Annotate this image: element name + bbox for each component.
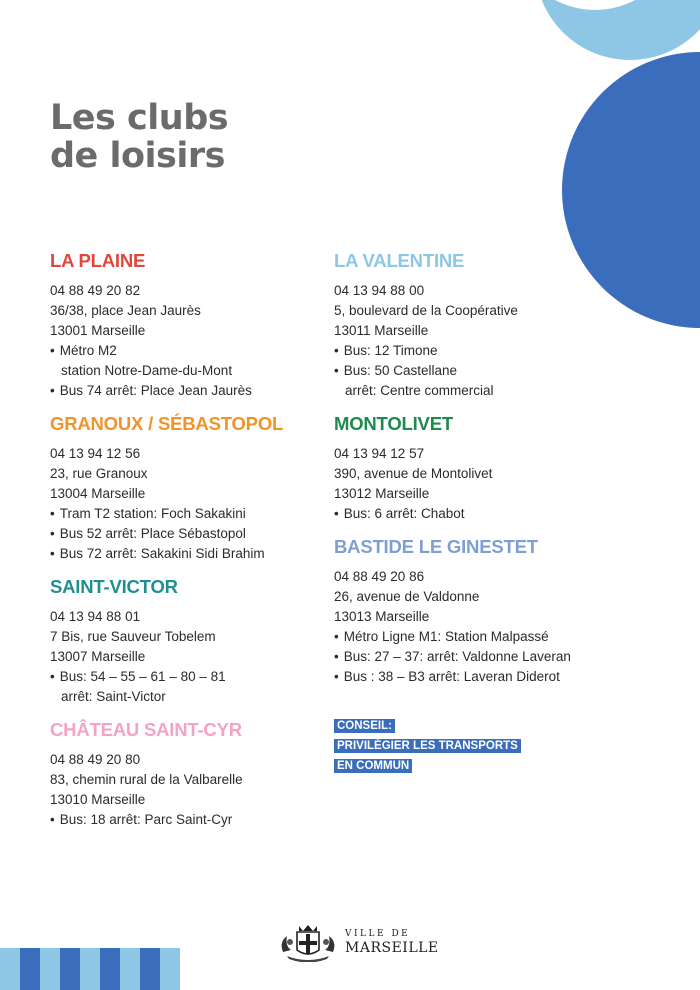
club-transport-line: • Métro Ligne M1: Station Malpassé: [334, 627, 634, 647]
conseil-box: [334, 716, 594, 776]
stripe: [120, 948, 140, 990]
club-transport-line: • Tram T2 station: Foch Sakakini: [50, 504, 325, 524]
club-transport-line: • Bus: 12 Timone: [334, 341, 634, 361]
club-info-line: 04 88 49 20 80: [50, 752, 141, 767]
club-info-line: 04 88 49 20 82: [50, 283, 141, 298]
club-transport-line: • Bus: 50 Castellane: [334, 361, 634, 381]
decorative-stripes: [0, 948, 180, 990]
club-name: LA VALENTINE: [334, 250, 465, 271]
club-transport-line: • Bus: 18 arrêt: Parc Saint-Cyr: [50, 810, 325, 830]
club-info-line: 36/38, place Jean Jaurès: [50, 303, 201, 318]
stripe: [100, 948, 120, 990]
club-transport-line: • Bus: 27 – 37: arrêt: Valdonne Laveran: [334, 647, 634, 667]
club-info-line: 5, boulevard de la Coopérative: [334, 303, 518, 318]
club-info-line: 13013 Marseille: [334, 609, 430, 624]
club-info-line: 13004 Marseille: [50, 486, 146, 501]
club-name: GRANOUX / SÉBASTOPOL: [50, 413, 284, 434]
club-info-line: 7 Bis, rue Sauveur Tobelem: [50, 629, 216, 644]
club-info-line: 13011 Marseille: [334, 323, 429, 338]
page-title-line: Les clubs: [50, 98, 229, 139]
club-info-line: 390, avenue de Montolivet: [334, 466, 493, 481]
clubs-column-left: [50, 250, 325, 842]
club-info-line: 13012 Marseille: [334, 486, 430, 501]
club-info-line: 04 13 94 88 01: [50, 609, 141, 624]
stripe: [20, 948, 40, 990]
club-transport-line: • Bus: 6 arrêt: Chabot: [334, 504, 634, 524]
logo-line-small: VILLE DE: [345, 928, 411, 939]
club-info-line: 04 88 49 20 86: [334, 569, 425, 584]
club-info-line: 26, avenue de Valdonne: [334, 589, 480, 604]
club-block: [334, 536, 634, 687]
club-transport-line: • Bus : 38 – B3 arrêt: Laveran Diderot: [334, 667, 634, 687]
club-name: MONTOLIVET: [334, 413, 453, 434]
logo-line-big: MARSEILLE: [345, 939, 439, 956]
club-block: [50, 250, 325, 401]
stripe: [0, 948, 20, 990]
decorative-arc-light: [535, 0, 700, 60]
club-info-line: 13007 Marseille: [50, 649, 146, 664]
club-block: [50, 576, 325, 707]
stripe: [160, 948, 180, 990]
club-transport-line: • Bus 74 arrêt: Place Jean Jaurès: [50, 381, 325, 401]
conseil-tag: EN COMMUN: [334, 759, 412, 773]
conseil-tag: PRIVILÉGIER LES TRANSPORTS: [334, 739, 521, 753]
club-name: LA PLAINE: [50, 250, 146, 271]
club-transport-line: station Notre-Dame-du-Mont: [61, 363, 233, 378]
page-title-line: de loisirs: [50, 136, 225, 177]
club-info-line: 04 13 94 12 56: [50, 446, 141, 461]
club-info-line: 04 13 94 12 57: [334, 446, 425, 461]
club-info-line: 13001 Marseille: [50, 323, 146, 338]
club-info-line: 13010 Marseille: [50, 792, 146, 807]
page-title: [50, 99, 228, 175]
club-transport-line: • Bus 72 arrêt: Sakakini Sidi Brahim: [50, 544, 325, 564]
club-name: CHÂTEAU SAINT-CYR: [50, 719, 242, 740]
club-info-line: 23, rue Granoux: [50, 466, 148, 481]
club-transport-line: • Métro M2: [50, 341, 325, 361]
club-info-line: 04 13 94 88 00: [334, 283, 425, 298]
clubs-column-right: [334, 250, 634, 699]
stripe: [80, 948, 100, 990]
club-name: SAINT-VICTOR: [50, 576, 178, 597]
club-info-line: 83, chemin rural de la Valbarelle: [50, 772, 243, 787]
coat-of-arms-icon: [277, 922, 339, 962]
conseil-tag: CONSEIL:: [334, 719, 395, 733]
stripe: [60, 948, 80, 990]
club-block: [50, 413, 325, 564]
club-name: BASTIDE LE GINESTET: [334, 536, 538, 557]
stripe: [140, 948, 160, 990]
club-block: [334, 413, 634, 524]
stripe: [40, 948, 60, 990]
club-transport-line: arrêt: Centre commercial: [345, 383, 494, 398]
club-block: [334, 250, 634, 401]
club-block: [50, 719, 325, 830]
ville-de-marseille-logo: [277, 922, 439, 962]
club-transport-line: • Bus 52 arrêt: Place Sébastopol: [50, 524, 325, 544]
club-transport-line: • Bus: 54 – 55 – 61 – 80 – 81: [50, 667, 325, 687]
club-transport-line: arrêt: Saint-Victor: [61, 689, 166, 704]
